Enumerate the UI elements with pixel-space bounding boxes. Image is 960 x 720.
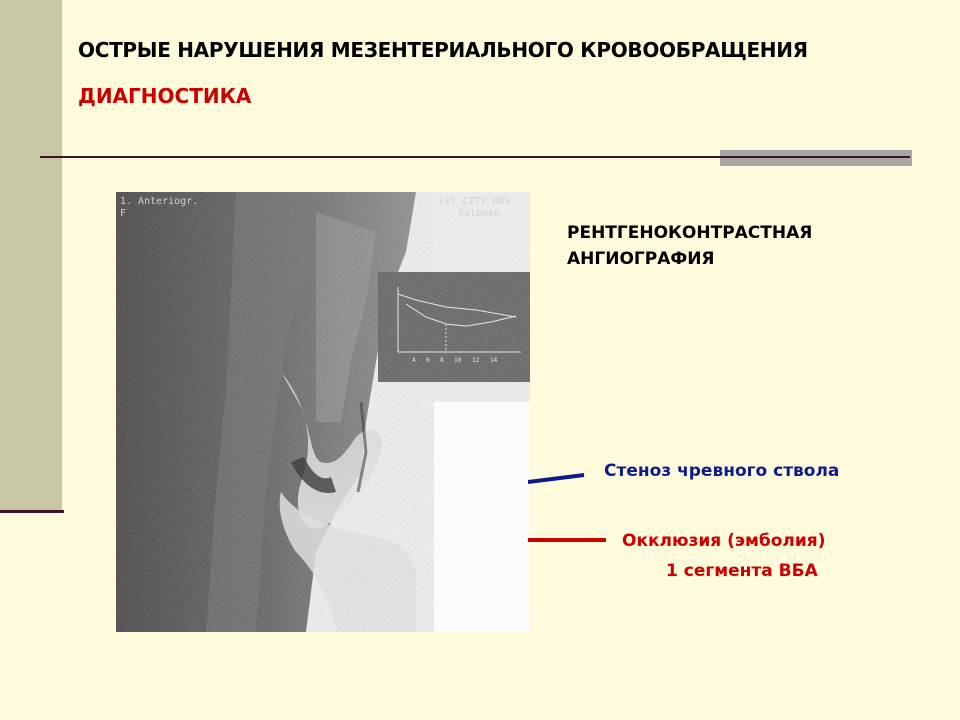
- xray-corner-text-right: ist CITY HOS: [438, 196, 511, 207]
- stenosis-label: Стеноз чревного ствола: [604, 461, 840, 481]
- occlusion-label: Окклюзия (эмболия): [622, 531, 826, 551]
- left-accent-bar: [0, 0, 62, 512]
- svg-text:14: 14: [490, 357, 498, 364]
- left-accent-underline: [0, 510, 64, 513]
- svg-text:4: 4: [412, 357, 416, 364]
- xray-corner-text-left: 1. Anteriogr.: [120, 196, 199, 207]
- svg-text:12: 12: [472, 357, 480, 364]
- svg-text:8: 8: [440, 357, 444, 364]
- svg-text:6: 6: [426, 357, 430, 364]
- occlusion-callout-line: [528, 534, 608, 546]
- xray-corner-text-left2: F: [120, 208, 127, 219]
- header-rule: [40, 156, 910, 158]
- stenosis-callout-line: [528, 470, 588, 490]
- xray-corner-text-right2: Solonko: [458, 208, 501, 219]
- method-label-line2: АНГИОГРАФИЯ: [567, 249, 715, 269]
- method-label-line1: РЕНТГЕНОКОНТРАСТНАЯ: [567, 223, 813, 243]
- slide-subtitle: ДИАГНОСТИКА: [78, 84, 252, 108]
- angiography-image: [116, 192, 530, 632]
- occlusion-segment-label: 1 сегмента ВБА: [666, 561, 818, 581]
- method-label: [567, 220, 812, 272]
- svg-text:10: 10: [454, 357, 462, 364]
- slide-title: ОСТРЫЕ НАРУШЕНИЯ МЕЗЕНТЕРИАЛЬНОГО КРОВООБРАЩЕНИЯ: [78, 38, 808, 62]
- header-rule-grey-block: [720, 150, 912, 166]
